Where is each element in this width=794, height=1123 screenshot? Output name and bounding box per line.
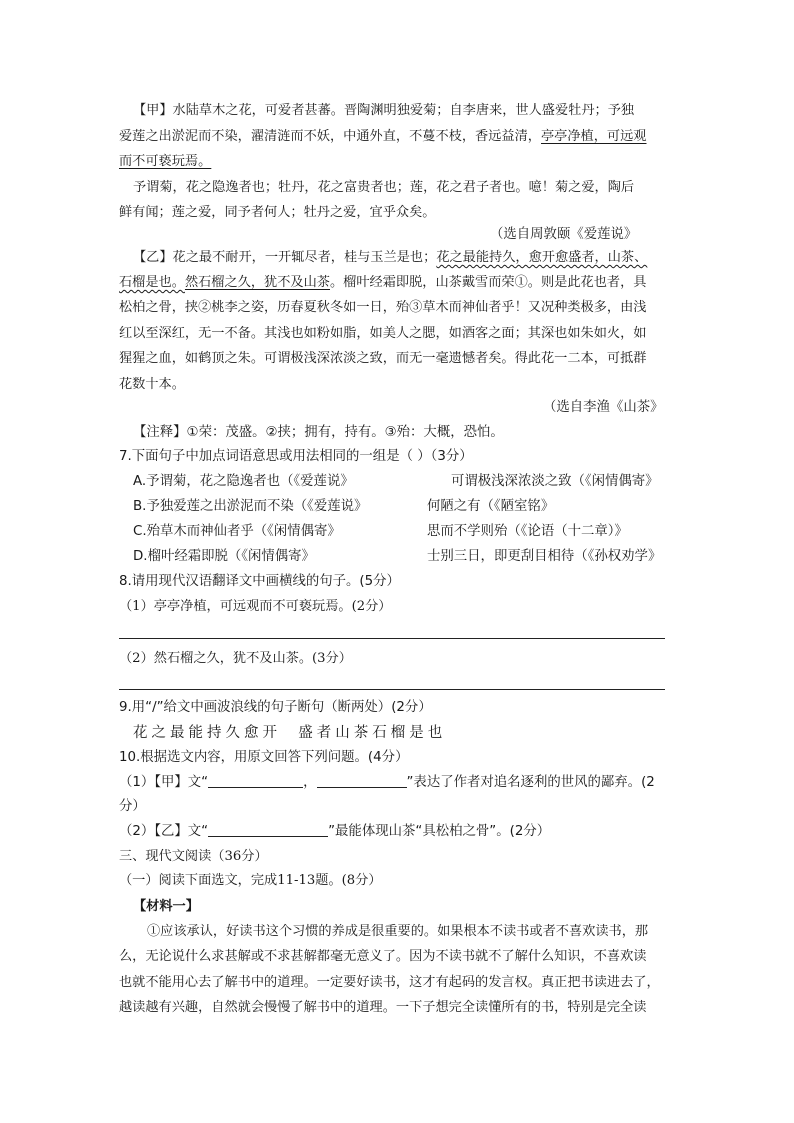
underlined-sentence: 然石榴之久，犹不及山茶 <box>184 275 330 290</box>
material-paragraph-line: 也就不能用心去了解书中的道理。一定要好读书，这才有起码的发言权。真正把书读进去了， <box>119 975 660 990</box>
wavy-sentence: 石榴是也。 <box>119 275 185 290</box>
jia-paragraph-line: 爱莲之出淤泥而不染，濯清涟而不妖，中通外直，不蔓不枝，香远益清，亭亭净植，可远观 <box>119 129 647 144</box>
q7-option-left: A.予谓菊，花之隐逸者也（《爱莲说》 <box>133 474 354 489</box>
answer-blank[interactable] <box>208 822 328 837</box>
yi-paragraph-line: 松柏之骨，挟②桃李之姿，历春夏秋冬如一日，殆③草木而神仙者乎！又况种类极多，由浅 <box>119 300 647 315</box>
question-8-stem: 8.请用现代汉语翻译文中画横线的句子。(5分） <box>119 574 400 589</box>
jia-paragraph-line: 鲜有闻；莲之爱，同予者何人；牡丹之爱，宜乎众矣。 <box>119 205 436 220</box>
q7-option-right: 思而不学则殆（《论语（十二章）》 <box>427 524 628 539</box>
question-10-stem: 10.根据选文内容，用原文回答下列问题。(4分） <box>119 750 409 765</box>
yi-paragraph-line: 石榴是也。然石榴之久，犹不及山茶。榴叶经霜即脱，山茶戴雪而荣①。则是此花也者，具 <box>119 275 647 290</box>
jia-paragraph-line: 【甲】水陆草木之花，可爱者甚蕃。晋陶渊明独爱菊；自李唐来，世人盛爱牡丹；予独 <box>133 103 635 118</box>
section-3-title: 三、现代文阅读（36分） <box>119 849 268 864</box>
question-9-stem: 9.用“/”给文中画波浪线的句子断句（断两处）(2分） <box>119 700 432 715</box>
jia-paragraph-line <box>119 152 211 172</box>
answer-blank[interactable] <box>317 773 407 788</box>
yi-source: （选自李渔《山茶》 <box>543 400 664 415</box>
q7-option-left: B.予独爱莲之出淤泥而不染（《爱莲说》 <box>133 499 368 514</box>
q10-sub-2: （2）【乙】文“ ”最能体现山茶“具松柏之骨”。(2分） <box>119 824 551 839</box>
q10-sub-1: （1）【甲】文“ ， ”表达了作者对追名逐利的世风的鄙弃。(2 <box>119 775 655 790</box>
material-paragraph-line: 越读越有兴趣，自然就会慢慢了解书中的道理。一下子想完全读懂所有的书，特别是完全读 <box>119 1000 647 1015</box>
underlined-sentence: 亭亭净植，可远观 <box>541 129 647 144</box>
q7-option-right: 士别三日，即更刮目相待（《孙权劝学》 <box>427 549 662 564</box>
q8-sentence-2: （2）然石榴之久，犹不及山茶。(3分） <box>119 651 352 666</box>
q9-sentence: 花之最能持久愈开 盛者山茶石榴是也 <box>133 725 447 741</box>
yi-paragraph-line: 猩猩之血，如鹤顶之朱。可谓极浅深浓淡之致，而无一毫遗憾者矣。得此花一二本，可抵群 <box>119 351 647 366</box>
annotation-notes: 【注释】①荣：茂盛。②挟；拥有，持有。③殆：大概，恐怕。 <box>133 425 504 440</box>
q7-option-right: 可谓极浅深浓淡之致（《闲情偶寄》 <box>451 474 659 489</box>
answer-line[interactable] <box>119 689 665 690</box>
material-1-heading: 【材料一】 <box>133 899 199 914</box>
material-paragraph-line: 么，无论说什么求甚解或不求甚解都毫无意义了。因为不读书就不了解什么知识，不喜欢读 <box>119 949 647 964</box>
q10-sub-1-cont: 分） <box>119 799 146 814</box>
underlined-sentence: 而不可亵玩焉。 <box>119 154 212 169</box>
q7-option-left: C.殆草木而神仙者乎（《闲情偶寄》 <box>133 524 341 539</box>
jia-source: （选自周敦颐《爱莲说》 <box>490 227 638 242</box>
q7-option-right: 何陋之有（《陋室铭》 <box>427 499 555 514</box>
jia-paragraph-line: 予谓菊，花之隐逸者也；牡丹，花之富贵者也；莲，花之君子者也。噫！菊之爱，陶后 <box>133 180 635 195</box>
wavy-sentence: 花之最能持久，愈开愈盛者，山茶、 <box>436 250 648 265</box>
q8-sentence-1: （1）亭亭净植，可远观而不可亵玩焉。(2分） <box>119 599 392 614</box>
q7-option-left: D.榴叶经霜即脱（《闲情偶寄》 <box>133 549 315 564</box>
yi-paragraph-line: 花数十本。 <box>119 377 185 392</box>
yi-paragraph-line: 红以至深红，无一不备。其浅也如粉如脂，如美人之腮，如酒客之面；其深也如朱如火，如 <box>119 326 647 341</box>
section-3-subtitle: （一）阅读下面选文，完成11-13题。(8分） <box>119 873 382 888</box>
question-7-stem: 7.下面句子中加点词语意思或用法相同的一组是（ ）（3分） <box>119 449 473 464</box>
answer-blank[interactable] <box>208 773 303 788</box>
answer-line[interactable] <box>119 638 665 639</box>
material-paragraph-line: ①应该承认，好读书这个习惯的养成是很重要的。如果根本不读书或者不喜欢读书，那 <box>147 924 649 939</box>
yi-paragraph-line: 【乙】花之最不耐开，一开辄尽者，桂与玉兰是也；花之最能持久，愈开愈盛者，山茶、 <box>133 250 648 265</box>
